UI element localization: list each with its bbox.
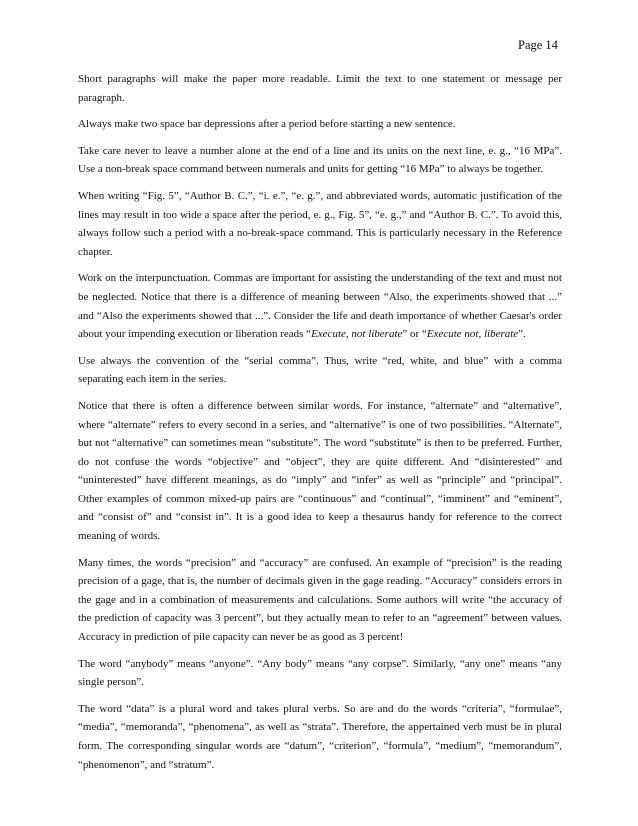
paragraph-precision-accuracy: Many times, the words “precision” and “accuracy” are confused. An example of “precision” is the reading precision of a gage, that is, the number of decimals given in the gage reading. “Accuracy” considers errors in the gage and in a combination of measurements and calculations. Some authors will write “the accuracy of the prediction of capacity was 3 percent”, but they actually mean to refer to an “agreement” between values. Accuracy in prediction of pile capacity can never be as good as 3 percent! (78, 556, 562, 644)
page-number: Page 14 (518, 38, 558, 52)
interpunctuation-italic-2: Execute not, liberate (426, 328, 519, 341)
paragraph-similar-words: Notice that there is often a difference between similar words. For instance, “alternate” and “alternative”, where “alternate” refers to every second in a series, and “alternative” is one of two possibilities. “Alternate”, but not “alternative” can sometimes mean “substitute”. The word “substitute” is then to be preferred. Further, do not confuse the words “objective” and “object”, they are quite different. And “disinterested” and “uninterested” have different meanings, as do “imply” and “infer” as well as “principle” and “principal”. Other examples of common mixed-up pairs are “continuous” and “continual”, “imminent” and “eminent”, and “consist of” and “consist in”. It is a good idea to keep a thesaurus handy for reference to the correct meaning of words. (78, 399, 562, 543)
paragraph-serial-comma: Use always the convention of the “serial comma”. Thus, write “red, white, and blue” with a comma separating each item in the series. (78, 354, 562, 386)
paragraph-data-plural: The word “data” is a plural word and takes plural verbs. So are and do the words “criteria”, “formulae”, “media”, “memoranda”, “phenomena”, as well as “strata”. Therefore, the appertained verb must be in plural form. The corresponding singular words are “datum”, “criterion”, “formula”, “medium”, “memorandum”, “phenomenon”, and “stratum”. (78, 702, 562, 771)
interpunctuation-end: ”. (518, 328, 526, 341)
interpunctuation-text: Work on the interpunctuation. Commas are important for assisting the understanding of the text and must not be neglected. Notice that there is a difference of meaning between “Also, the experiments showed that ...” and “Also the experiments showed that ...”. Consider the life and death importance of whether Caesar's order about your impending execution or liberation reads “ (78, 272, 562, 341)
interpunctuation-mid: ” or “ (402, 328, 427, 341)
paragraph-anybody: The word “anybody” means “anyone”. “Any body” means “any corpse”. Similarly, “any one” means “any single person”. (78, 657, 562, 689)
paragraph-two-spaces: Always make two space bar depressions after a period before starting a new sentence. (78, 118, 456, 131)
paragraph-number-units: Take care never to leave a number alone at the end of a line and its units on the next line, e. g., “16 MPa”. Use a non-break space command between numerals and units for getting “16 MPa” to always be together. (78, 144, 562, 176)
paragraph-abbreviations: When writing “Fig. 5”, “Author B. C.”, “i. e.”, “e. g.”, and abbreviated words, automatic justification of the lines may result in too wide a space after the period, e. g., Fig. 5”, “e. g.,” and “Author B. C.”. To avoid this, always follow such a period with a no-break-space command. This is particularly necessary in the Reference chapter. (78, 189, 562, 258)
interpunctuation-italic-1: Execute, not liberate (311, 328, 403, 341)
paragraph-interpunctuation (78, 269, 562, 343)
document-body (78, 70, 562, 782)
paragraph-short-paragraphs: Short paragraphs will make the paper more readable. Limit the text to one statement or message per paragraph. (78, 73, 562, 104)
